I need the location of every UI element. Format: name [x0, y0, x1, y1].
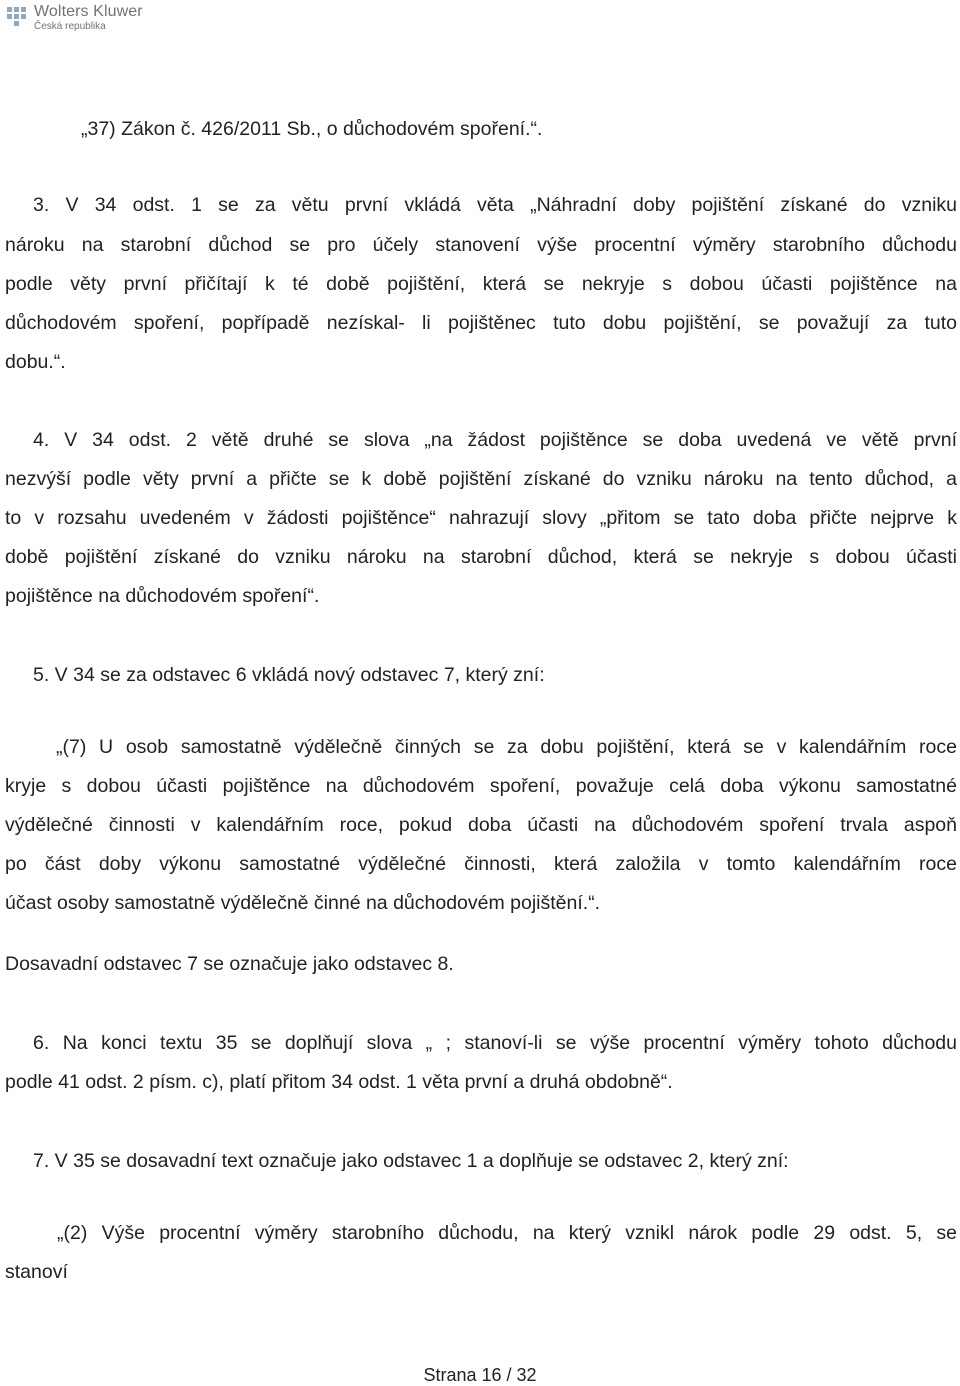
- wolters-kluwer-logo: [6, 4, 143, 34]
- paragraph-line: 4. V 34 odst. 2 větě druhé se slova „na žádost pojištěnce se doba uvedená ve větě první: [33, 429, 957, 451]
- paragraph-line: 6. Na konci textu 35 se doplňují slova „ ; stanoví-li se výše procentní výměry tohoto důchodu: [33, 1032, 957, 1054]
- paragraph-line: stanoví: [5, 1261, 68, 1283]
- paragraph-line: době pojištění získané do vzniku nároku na starobní důchod, která se nekryje s dobou účasti: [5, 546, 957, 568]
- paragraph-line: „37) Zákon č. 426/2011 Sb., o důchodovém spoření.“.: [81, 118, 543, 140]
- paragraph-line: „(7) U osob samostatně výdělečně činných se za dobu pojištění, která se v kalendářním roce: [56, 736, 957, 758]
- page-number: Strana 16 / 32: [423, 1365, 537, 1385]
- paragraph-line: nezvýší podle věty první a přičte se k době pojištění získané do vzniku nároku na tento důchod, a: [5, 468, 957, 490]
- paragraph-line: pojištěnce na důchodovém spoření“.: [5, 585, 320, 607]
- paragraph-line: důchodovém spoření, popřípadě nezískal- li pojištěnec tuto dobu pojištění, se považují za tuto: [5, 312, 957, 334]
- logo-subtitle: Česká republika: [34, 21, 106, 32]
- paragraph-line: podle věty první přičítají k té době pojištění, která se nekryje s dobou účasti pojištěnce na: [5, 273, 957, 295]
- paragraph-line: Dosavadní odstavec 7 se označuje jako odstavec 8.: [5, 953, 454, 975]
- paragraph-line: 5. V 34 se za odstavec 6 vkládá nový odstavec 7, který zní:: [33, 664, 545, 686]
- paragraph-line: dobu.“.: [5, 351, 66, 373]
- logo-brand: Wolters Kluwer: [34, 3, 143, 20]
- paragraph-line: výdělečné činnosti v kalendářním roce, pokud doba účasti na důchodovém spoření trvala aspoň: [5, 814, 957, 836]
- paragraph-line: po část doby výkonu samostatné výdělečné činnosti, která založila v tomto kalendářním roce: [5, 853, 957, 875]
- paragraph-line: účast osoby samostatně výdělečně činné na důchodovém pojištění.“.: [5, 892, 601, 914]
- paragraph-line: to v rozsahu uvedeném v žádosti pojištěnce“ nahrazují slovy „přitom se tato doba přičte nejprve k: [5, 507, 957, 529]
- paragraph-line: nároku na starobní důchod se pro účely stanovení výše procentní výměry starobního důchodu: [5, 234, 957, 256]
- paragraph-line: kryje s dobou účasti pojištěnce na důchodovém spoření, považuje celá doba výkonu samostatné: [5, 775, 957, 797]
- logo-mark-icon: [6, 4, 28, 30]
- paragraph-line: podle 41 odst. 2 písm. c), platí přitom 34 odst. 1 věta první a druhá obdobně“.: [5, 1071, 673, 1093]
- paragraph-line: 7. V 35 se dosavadní text označuje jako odstavec 1 a doplňuje se odstavec 2, který zní:: [33, 1150, 789, 1172]
- paragraph-line: 3. V 34 odst. 1 se za větu první vkládá věta „Náhradní doby pojištění získané do vzniku: [33, 194, 957, 216]
- paragraph-line: „(2) Výše procentní výměry starobního důchodu, na který vznikl nárok podle 29 odst. 5, se: [57, 1222, 957, 1244]
